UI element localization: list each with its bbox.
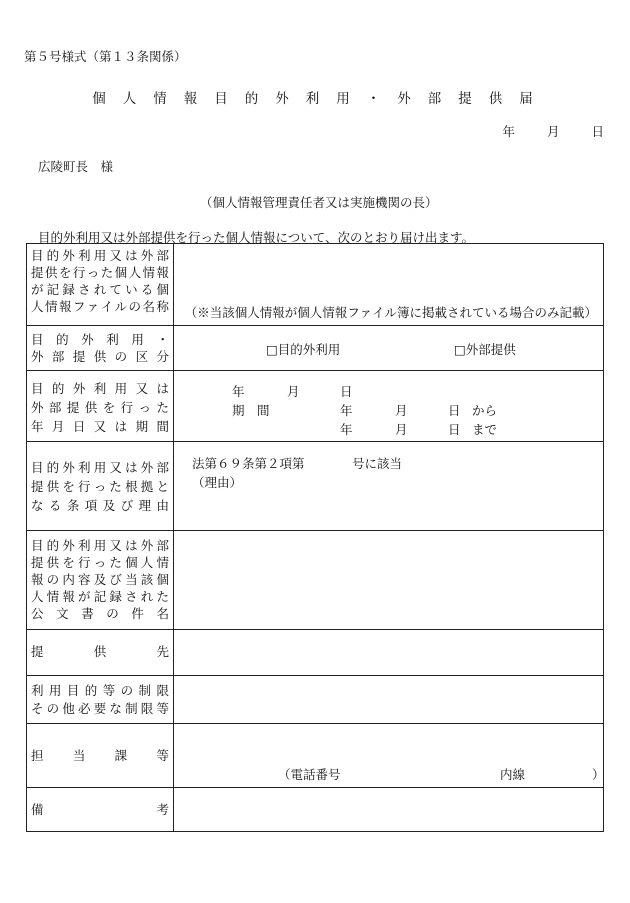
file-name-note: （※当該個人情報が個人情報ファイル簿に掲載されている場合のみ記載） [184,305,597,320]
row-content [27,531,604,630]
row-restrictions [27,676,604,724]
input-restrictions[interactable] [174,676,604,724]
label-category: 目的外利用・ 外部提供の区分 [27,326,174,371]
checkbox-purpose-use[interactable]: □目的外利用 [266,342,341,357]
date-day: 日 [591,124,604,139]
form-title: 個人情報目的外利用・外部提供届 [92,91,550,107]
input-period[interactable]: 年 月 日 期 間 年 月 日 から 年 月 日 まで [174,371,604,442]
period-label: 期 間 [232,403,270,418]
date-line [474,122,604,140]
phone-label: （電話番号 [278,767,341,782]
period-to: まで [472,422,498,437]
form-table [26,243,604,832]
extension-label: 内線 [500,767,526,782]
date-month: 月 [546,124,560,139]
label-restrictions: 利用目的等の制限 その他必要な制限等 [27,676,174,724]
submitter-title: （個人情報管理責任者又は実施機関の長） [200,195,438,210]
date-year: 年 [502,124,515,139]
row-file-name [27,244,604,326]
addressee: 広陵町長 様 [38,159,114,174]
row-recipient [27,630,604,676]
input-remarks[interactable] [174,788,604,832]
row-remarks [27,788,604,832]
input-recipient[interactable] [174,630,604,676]
input-file-name[interactable] [174,244,604,326]
input-content[interactable] [174,531,604,630]
period-from: から [472,403,498,418]
label-content: 目的外利用又は外部 提供を行った個人情 報の内容及び当該個 人情報が記録された 公文書の件名 [27,531,174,630]
article-suffix: 号に該当 [352,456,403,471]
label-recipient: 提供先 [27,630,174,676]
article-prefix: 法第６９条第２項第 [192,456,305,471]
form-number: 第５号様式（第１３条関係） [24,49,187,64]
reason-label: （理由） [192,475,243,490]
label-basis: 目的外利用又は外部 提供を行った根拠と なる条項及び理由 [27,442,174,531]
row-department [27,724,604,788]
intro-text: 目的外利用又は外部提供を行った個人情報について、次のとおり届け出ます。 [38,230,475,245]
label-file-name: 目的外利用又は外部 提供を行った個人情報 が記録されている個 人情報ファイルの名称 [27,244,174,326]
label-department: 担当課等 [27,724,174,788]
phone-close: ） [592,767,605,782]
label-period: 目的外利用又は 外部提供を行った 年月日又は期間 [27,371,174,442]
input-department[interactable] [174,724,604,788]
input-basis[interactable] [174,442,604,531]
row-basis [27,442,604,531]
category-options [174,326,604,371]
row-category [27,326,604,371]
checkbox-external-provision[interactable]: □外部提供 [454,342,516,357]
label-remarks: 備考 [27,788,174,832]
row-period [27,371,604,442]
